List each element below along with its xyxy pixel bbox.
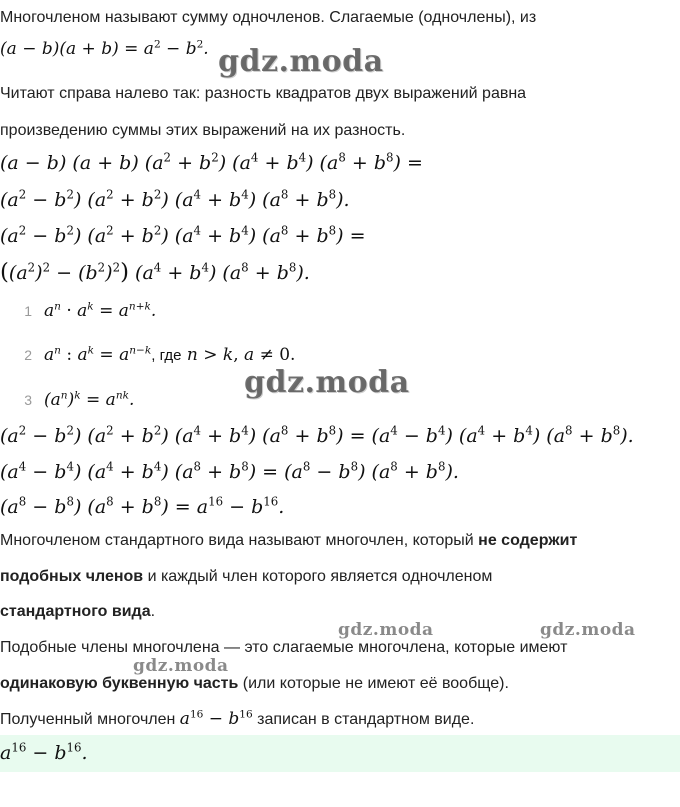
intro-line-1: Многочленом называют сумму одночленов. Слагаемые (одночлены), из <box>0 9 537 26</box>
watermark-4: gdz.moda <box>540 620 636 640</box>
intro-line-2: Читают справа налево так: разность квадратов двух выражений равна <box>0 85 527 102</box>
similar-line-1: Подобные члены многочлена — это слагаемые многочлена, которые имеют <box>0 639 568 656</box>
rule-3: 3 $(a^n)^k = a^{nk}$. <box>24 389 135 410</box>
step-3: $(a^2 - b^2) (a^2 + b^2) (a^4 + b^4) (a^8 + b^8) = (a^4 - b^4) (a^4 + b^4) (a^8 + b^8)$. <box>0 423 634 447</box>
answer-formula: $a^{16} - b^{16}$. <box>0 740 88 764</box>
step-1a: (a − b) (a + b) $(a^2 + b^2) (a^4 + b^4) (a^8 + b^8)$ = <box>0 150 423 174</box>
rule-2: 2 $a^n$ : $a^k = a^{n-k}$, где n > k, a ≠ 0. <box>24 344 296 365</box>
step-1b: $(a^2 - b^2) (a^2 + b^2) (a^4 + b^4) (a^8 + b^8)$. <box>0 187 350 211</box>
similar-line-2: одинаковую буквенную часть (или которые не имеют её вообще). <box>0 675 509 692</box>
step-5: $(a^8 - b^8) (a^8 + b^8) = a^{16} - b^{16}$. <box>0 494 285 518</box>
step-2b: $((a^2)^2 - (b^2)^2) (a^4 + b^4) (a^8 + b^8)$. <box>0 259 310 285</box>
watermark-2: gdz.moda <box>244 365 410 400</box>
watermark-3: gdz.moda <box>338 620 434 640</box>
intro-line-3: произведению суммы этих выражений на их разность. <box>0 122 406 139</box>
result-math: $a^{16} - b^{16}$ <box>179 708 253 729</box>
standard-line-2: подобных членов и каждый член которого является одночленом <box>0 568 493 585</box>
standard-line-1: Многочленом стандартного вида называют многочлен, который не содержит <box>0 532 578 549</box>
step-4: $(a^4 - b^4) (a^4 + b^4) (a^8 + b^8) = (a^8 - b^8) (a^8 + b^8)$. <box>0 459 459 483</box>
intro-formula: $(a - b)(a + b) = a^2 - b^2$. <box>0 38 209 59</box>
rule-1: 1 $a^n \cdot a^k = a^{n+k}$. <box>24 300 157 321</box>
watermark-1: gdz.moda <box>218 44 384 79</box>
standard-line-3: стандартного вида. <box>0 603 156 620</box>
result-line: Полученный многочлен $a^{16} - b^{16}$ записан в стандартном виде. <box>0 708 475 729</box>
step-2a: $(a^2 - b^2) (a^2 + b^2) (a^4 + b^4) (a^8 + b^8)$ = <box>0 223 366 247</box>
watermark-5: gdz.moda <box>133 656 229 676</box>
answer-box <box>0 735 680 772</box>
